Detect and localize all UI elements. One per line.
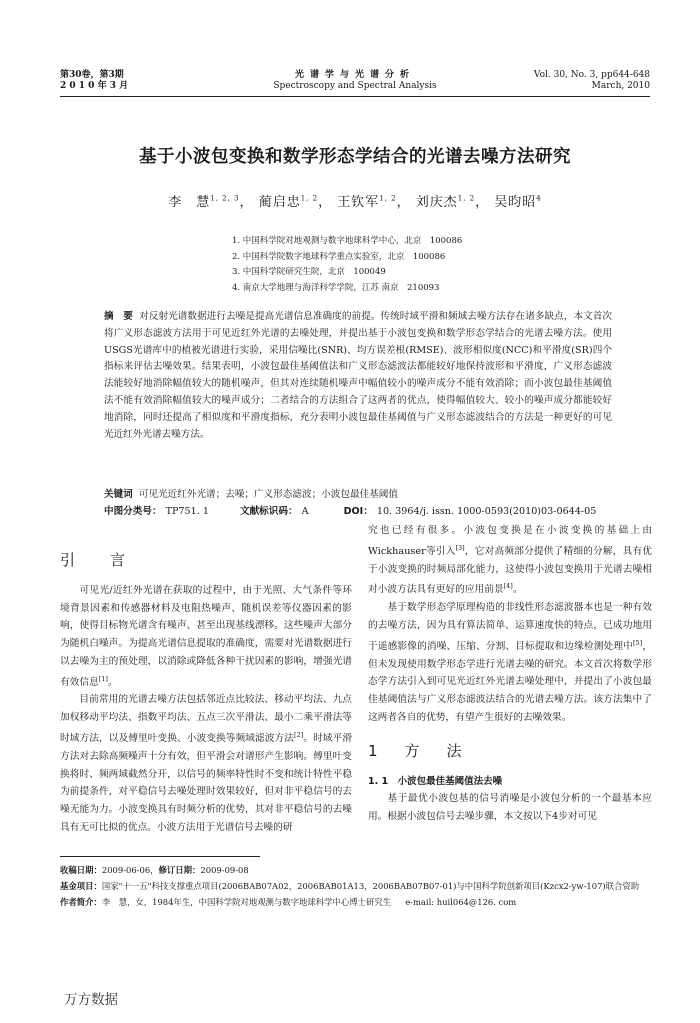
author: 王钦军$^{1, 2}$ [337, 194, 397, 210]
right-column [368, 522, 652, 826]
volume-issue: 第30卷，第3期 [60, 70, 124, 80]
author-email: e-mail: huil064@126. com [405, 897, 517, 907]
journal-name-en: Spectroscopy and Spectral Analysis [273, 81, 437, 91]
affiliation: 2. 中国科学院数字地球科学重点实验室，北京 100086 [232, 251, 446, 262]
abstract [104, 309, 612, 443]
keywords-block [104, 487, 612, 520]
section-1-heading: 1 方 法 [368, 742, 468, 761]
intro-paragraph-2: 目前常用的光谱去噪方法包括邻近点比较法、移动平均法、九点加权移动平均法、指数平均法、五点三次平滑法、最小二乘平滑法等时域方法，以及傅里叶变换、小波变换等频域滤波方法[2]。时域平滑方法对去除高频噪声十分有效，但平滑会对谱形产生影响。傅里叶变换将时、频两域截然分开，以信号的频率特性时不变和统计特性平稳为前提条件，对平稳信号去噪处理时效果较好，但对非平稳信号的去噪无能为力。小波变换具有时频分析的优势，其对非平稳信号的去噪具有无可比拟的优点。小波方法用于光谱信号去噪的研 [60, 694, 353, 833]
keywords-text: 可见光近红外光谱；去噪；广义形态滤波；小波包最佳基阈值 [138, 489, 398, 500]
doc-code-label: 文献标识码： [240, 505, 298, 517]
method-paragraph-1: 基于最优小波包基的信号消噪是小波包分析的一个最基本应用。根据小波包信号去噪步骤，本文按以下4步对可见 [368, 793, 652, 823]
author: 蔺启忠$^{1, 2}$ [258, 194, 319, 210]
paper-title: 基于小波包变换和数学形态学结合的光谱去噪方法研究 [139, 147, 571, 167]
affiliations [232, 234, 462, 296]
watermark: 万方数据 [64, 992, 118, 1008]
journal-pages-info [534, 70, 650, 92]
issue-date: 2 0 1 0 年 3 月 [60, 81, 129, 91]
footnote-rule [60, 856, 260, 857]
clc-code: TP751. 1 [165, 505, 209, 517]
abstract-text: 对反射光谱数据进行去噪是提高光谱信息准确度的前提。传统时域平滑和频域去噪方法存在诸多缺点，本文首次将广义形态滤波方法用于可见近红外光谱的去噪处理，并提出基于小波包变换和数学形态学结合的光谱去噪方法。使用USGS光谱库中的植被光谱进行实验，采用信噪比(SNR)、均方误差根(RMSE)、波形相似度(NCC)和平滑度(SR)四个指标来评估去噪效果。结果表明，小波包最佳基阈值法和广义形态滤波法都能较好地保持波形和平滑度，广义形态滤波法能较好地消除幅值较大的随机噪声，但其对连续随机噪声中幅值较小的噪声成分不能有效消除；而小波包最佳基阈值法不能有效消除幅值较大的噪声成分；二者结合的方法组合了这两者的优点，使得幅值较大、较小的噪声成分都能较好地消除，同时还提高了相似度和平滑度指标，充分表明小波包最佳基阈值与广义形态滤波结合的方法是一种更好的可见光近红外光谱去噪方法。 [104, 311, 612, 440]
doi-label: DOI： [343, 505, 373, 517]
funding-footnote: 基金项目：国家"十一五"科技支撑重点项目(2006BAB07A02，2006BAB01A13，2006BAB07B07-01)与中国科学院创新项目(Kzcx2-yw-107)联合资助 [60, 881, 640, 891]
keywords-row [104, 487, 612, 504]
header-rule [60, 96, 650, 97]
keywords-label: 关键词 [104, 489, 133, 500]
clc-label: 中图分类号： [104, 505, 162, 517]
subsection-1-1-heading: 1. 1 小波包最佳基阈值法去噪 [368, 776, 503, 788]
intro-paragraph-4: 基于数学形态学原理构造的非线性形态滤波器本也是一种有效的去噪方法，因为具有算法简单、运算速度快的特点，已成功地用于遥感影像的消噪、压缩、分割、目标提取和边缘检测处理中[5]，但未发现使用数学形态学进行光谱去噪的研究。本文首次将数学形态学方法引入到可见光近红外光谱去噪处理中，并提出了小波包最佳基阈值法与广义形态滤波法结合的光谱去噪方法。该方法集中了这两者各自的优势，有望产生很好的去噪效果。 [368, 602, 653, 723]
issue-month: March, 2010 [591, 81, 650, 91]
footnotes [60, 862, 650, 910]
intro-paragraph-3: 究也已经有很多。小波包变换是在小波变换的基础上由Wickhauser等引入[3]，它对高频部分提供了精细的分解，具有优于小波变换的时频局部化能力，这使得小波包变换用于光谱去噪相对小波方法具有更好的应用前景[4]。 [368, 525, 652, 596]
dates-footnote: 收稿日期：2009-06-06，修订日期：2009-09-08 [60, 865, 249, 875]
affiliation: 4. 南京大学地理与海洋科学学院，江苏 南京 210093 [232, 282, 440, 293]
left-column [60, 535, 352, 836]
doc-code: A [301, 505, 309, 517]
author: 刘庆杰$^{1, 2}$ [415, 194, 476, 210]
journal-name-cn: 光谱学与光谱分析 [294, 70, 415, 80]
volume-pages: Vol. 30, No. 3, pp644-648 [533, 70, 650, 80]
affiliation: 1. 中国科学院对地观测与数字地球科学中心，北京 100086 [232, 236, 463, 246]
doi: 10. 3964/j. issn. 1000-0593(2010)03-0644-05 [376, 505, 597, 517]
author-bio-footnote: 作者简介：李 慧，女，1984年生，中国科学院对地观测与数字地球科学中心博士研究生 e-mail: huil064@126. com [60, 897, 517, 907]
affiliation: 3. 中国科学院研究生院，北京 100049 [232, 267, 386, 277]
abstract-label: 摘 要 [104, 311, 133, 322]
intro-heading: 引 言 [60, 551, 136, 569]
intro-paragraph-1: 可见光/近红外光谱在获取的过程中，由于光照、大气条件等环境背景因素和传感器材料及电阻热噪声、随机误差等仪器因素的影响，使得目标物光谱含有噪声、甚至出现基线漂移。这些噪声大部分为随机白噪声。为提高光谱信息提取的准确度，需要对光谱数据进行以去噪为主的预处理，以消除或降低各种干扰因素的影响，增强光谱有效信息[1]。 [60, 585, 352, 688]
author-list: 李 慧$^{1, 2, 3}$， 蔺启忠$^{1, 2}$， 王钦军$^{1, 2}$， 刘庆杰$^{1, 2}$， 吴昀昭$^4$ [168, 194, 542, 210]
classification-row [104, 504, 612, 521]
author: 李 慧$^{1, 2, 3}$ [168, 194, 240, 210]
author: 吴昀昭$^4$ [494, 194, 542, 210]
